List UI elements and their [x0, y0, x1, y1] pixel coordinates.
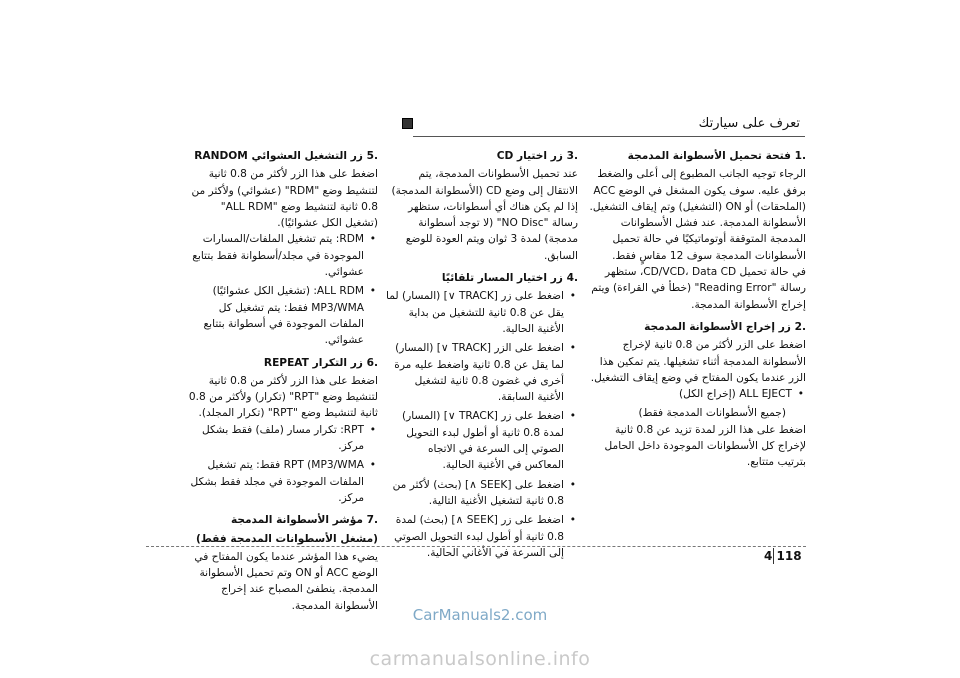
section-1-body: الرجاء توجيه الجانب المطبوع إلى أعلى والضغط برفق عليه. سوف يكون المشغل في الوضع ACC (الملحقات) أو ON (التشغيل) وتم إيقاف التشغيل. الأسطوانة المدمجة. عند فشل الأسطوانات المدمجة المتوقفة أوتوماتيكيًا في حالة تحميل الأسطوانات المدمجة سوف 12 مقاسٍ فقط. — [589, 168, 806, 262]
section-1-heading: .1 فتحة تحميل الأسطوانة المدمجة — [627, 150, 806, 162]
section-6-bullet-2: • RPT (MP3/WMA فقط: يتم تشغيل الملفات الموجودة في مجلد فقط بشكل مركز. — [186, 457, 364, 506]
section-2-heading: .2 زر إخراج الأسطوانة المدمجة — [644, 320, 806, 333]
column-right — [586, 146, 806, 477]
watermark-carmanualsonline[interactable]: carmanualsonline.info — [369, 648, 591, 670]
section-4-bullet-1: • اضغط على زر [TRACK ∨] (المسار) لما يقل عن 0.8 ثانية للتشغيل من بداية الأغنية الحالية. — [386, 288, 564, 337]
section-4-heading: .4 زر اختيار المسار تلقائيًا — [441, 272, 578, 285]
column-left — [186, 146, 378, 620]
watermark-carmanuals2[interactable]: CarManuals2.com — [412, 606, 548, 624]
page-number: 4 118 — [764, 549, 802, 563]
section-2-body: اضغط على الزر لأكثر من 0.8 ثانية لإخراج الأسطوانة المدمجة أثناء تشغيلها. يتم تمكين هذا الزر عندما يكون المفتاح في وضع إيقاف التشغيل. — [590, 339, 806, 384]
section-4-bullet-5: • اضغط على زر [SEEK ∧] (بحث) لمدة 0.8 ثانية أو أطول لبدء التحويل الصوتي إلى السرعة في الأغاني الحالية. — [386, 512, 564, 561]
column-middle — [386, 146, 578, 567]
section-4-bullet-3: • اضغط على زر [TRACK ∨] (المسار) لمدة 0.8 ثانية أو أطول لبدء التحويل الصوتي إلى السرعة في الاتجاه المعاكس في الأغنية الحالية. — [386, 408, 564, 473]
section-6-bullet-1: • RPT: تكرار مسار (ملف) فقط بشكل مركز. — [186, 422, 364, 455]
section-2-bullet-sub: (جميع الأسطوانات المدمجة فقط) — [638, 407, 786, 420]
section-4-bullet-2: • اضغط على الزر [TRACK ∨] (المسار) لما يقل عن 0.8 ثانية واضغط عليه مرة أخرى في غضون 0.8 ثانية لتشغيل الأغنية السابقة. — [386, 340, 564, 405]
section-1-body-2: في حالة تحميل CD/VCD، Data CD، ستظهر رسالة "Reading Error" (خطأ في القراءة) ويتم إخراج الأسطوانة المدمجة. — [591, 266, 806, 311]
section-6-heading: .6 زر التكرار REPEAT — [263, 356, 378, 369]
page-header-title: تعرف على سيارتك — [698, 116, 800, 131]
section-5-bullet-2: • ALL RDM: (تشغيل الكل عشوائيًا) MP3/WMA فقط: يتم تشغيل كل الملفات الموجودة في أسطوانة بتتابع عشوائي. — [186, 283, 364, 348]
header-rule — [413, 136, 805, 137]
section-5-bullet-1: • RDM: يتم تشغيل الملفات/المسارات الموجودة في مجلد/أسطوانة فقط بتتابع عشوائي. — [186, 231, 364, 280]
section-4-bullet-4: • اضغط على [SEEK ∧] (بحث) لأكثر من 0.8 ثانية لتشغيل الأغنية التالية. — [386, 477, 564, 510]
section-7-body: يضيء هذا المؤشر عندما يكون المفتاح في الوضع ACC أو ON وتم تحميل الأسطوانة المدمجة. ينطفئ المصباح عند إخراج الأسطوانة المدمجة. — [194, 550, 378, 612]
section-7-subheading: (مشغل الأسطوانات المدمجة فقط) — [195, 532, 378, 545]
footer-rule — [146, 546, 806, 547]
section-6-body: اضغط على هذا الزر لأكثر من 0.8 ثانية لتنشيط وضع "RPT" (تكرار) ولأكثر من 0.8 ثانية لتنشيط وضع "RPT" (تكرار المجلد). — [188, 374, 378, 420]
section-5-body: اضغط على هذا الزر لأكثر من 0.8 ثانية لتنشيط وضع "RDM" (عشوائي) ولأكثر من 0.8 ثانية لتنشيط وضع "ALL RDM" (تشغيل الكل عشوائيًا). — [191, 168, 378, 230]
section-7-heading: .7 مؤشر الأسطوانة المدمجة — [230, 514, 378, 527]
section-2-body-3: اضغط على هذا الزر لمدة تزيد عن 0.8 ثانية لإخراج كل الأسطوانات الموجودة داخل الحامل بترتيب متتابع. — [604, 423, 806, 469]
header-icon — [402, 118, 413, 129]
section-3-body: عند تحميل الأسطوانات المدمجة، يتم الانتقال إلى وضع CD (الأسطوانة المدمجة) إذا لم يكن هناك أي أسطوانات، ستظهر رسالة "NO Disc" (لا توجد أسطوانة مدمجة) لمدة 3 ثوان ويتم العودة للوضع السابق. — [391, 168, 578, 262]
section-5-heading: .5 زر التشغيل العشوائي RANDOM — [194, 150, 378, 162]
section-3-heading: .3 زر اختيار CD — [496, 150, 578, 162]
section-2-bullet: • ALL EJECT (إخراج الكل) — [586, 386, 792, 402]
